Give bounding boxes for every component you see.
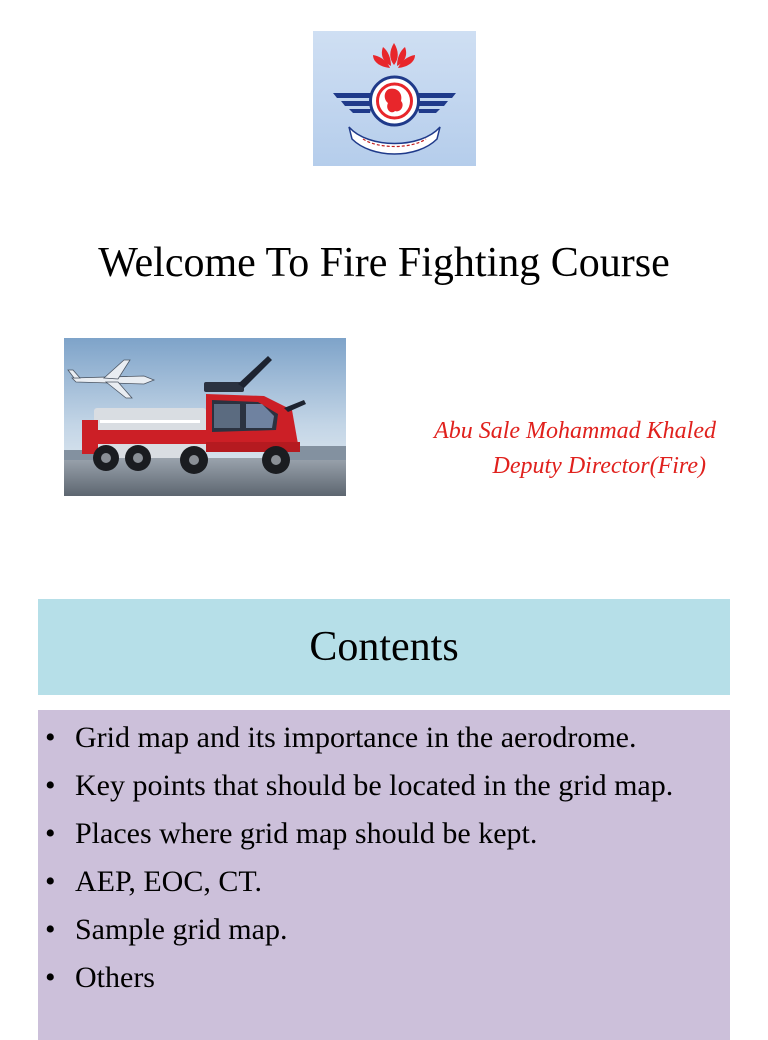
list-item: • Others — [38, 956, 730, 999]
author-block — [380, 414, 716, 484]
slide-title: Welcome To Fire Fighting Course — [98, 240, 670, 286]
list-item: • Sample grid map. — [38, 908, 730, 951]
list-item: • AEP, EOC, CT. — [38, 860, 730, 903]
list-item: • Places where grid map should be kept. — [38, 812, 730, 855]
contents-list — [38, 710, 730, 1040]
list-item: • Key points that should be located in the grid map. — [38, 764, 730, 807]
contents-heading: Contents — [38, 599, 730, 695]
author-name: Abu Sale Mohammad Khaled — [434, 418, 716, 444]
list-item: • Grid map and its importance in the aerodrome. — [38, 716, 730, 759]
civil-aviation-emblem-logo — [313, 31, 476, 166]
fire-truck-icon — [64, 338, 346, 496]
fire-truck-photo — [64, 338, 346, 496]
emblem-icon — [313, 31, 476, 166]
author-role: Deputy Director(Fire) — [492, 453, 706, 479]
